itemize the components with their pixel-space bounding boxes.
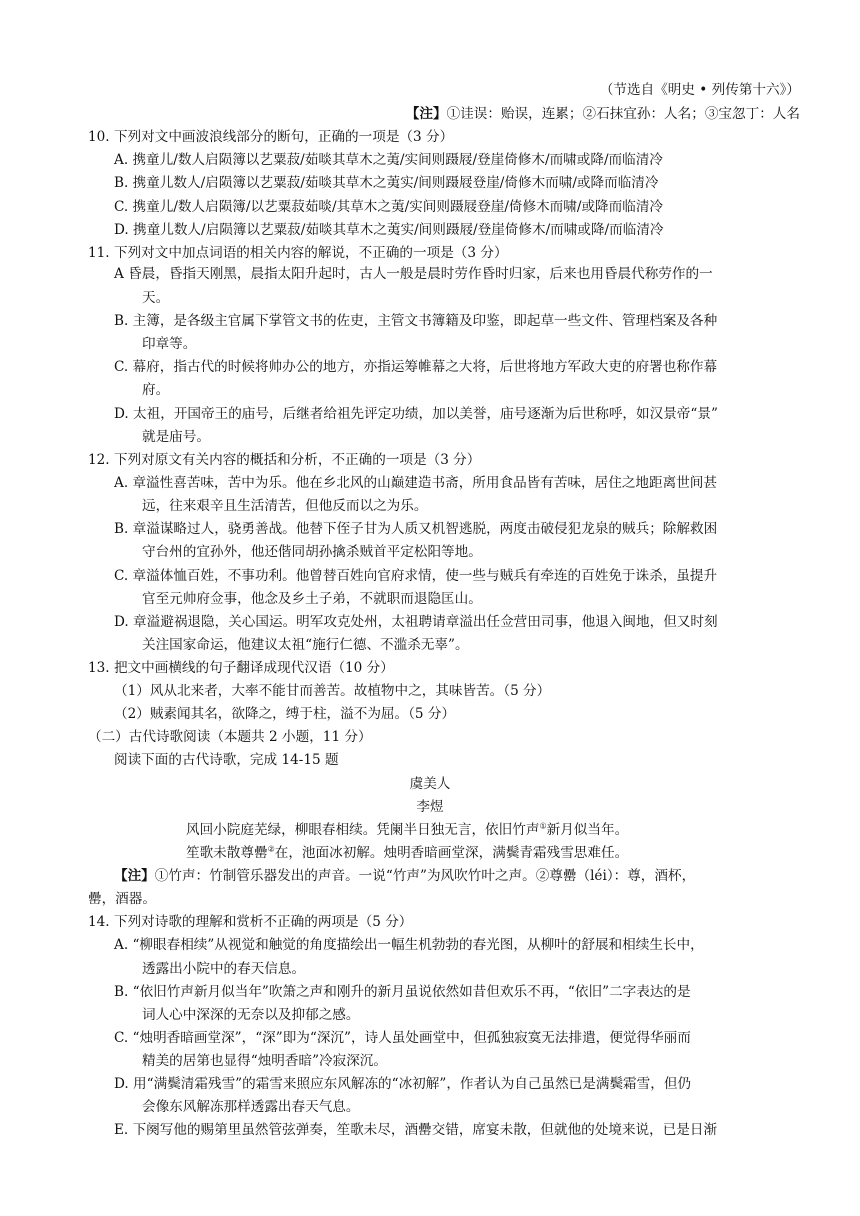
question-13-stem: 13. 把文中画横线的句子翻译成现代汉语（10 分） — [88, 660, 394, 676]
q12-option-a-line1: A. 章溢性喜苦味，苦中为乐。他在乡北风的山巅建造书斋，所用食品皆有苦味，居住之地距离世间甚 — [114, 475, 717, 491]
q10-option-d: D. 携童儿数人/启陨簿以艺粟菽/茹啖其草木之荑实/间则蹑屐/登崖倚修木/而啸或降/而临清冷 — [114, 222, 664, 238]
poem-line-1-part-a: 风回小院庭芜绿，柳眼春相续。凭阑半日独无言，依旧竹声 — [186, 822, 540, 838]
note-text-line1: ①竹声：竹制管乐器发出的声音。一说“竹声”为风吹竹叶之声。②尊罍（léi）：尊，酒杯， — [154, 868, 696, 884]
q14-option-d-line2: 会像东风解冻那样透露出春天气息。 — [142, 1099, 360, 1115]
poem-line-1 — [186, 820, 628, 840]
question-11-stem: 11. 下列对文中加点词语的相关内容的解说，不正确的一项是（3 分） — [88, 245, 508, 261]
q12-option-a-line2: 远，往来艰辛且生活清苦，但他反而以之为乐。 — [142, 498, 428, 514]
q14-option-c-line2: 精美的居第也显得“烛明香暗”冷寂深沉。 — [142, 1053, 387, 1069]
q14-option-a-line1: A. “柳眼春相续”从视觉和触觉的角度描绘出一幅生机勃勃的春光图，从柳叶的舒展和相续生长中， — [114, 937, 704, 953]
poem-line-2 — [186, 843, 628, 863]
note-footnote-2 — [114, 866, 695, 886]
q11-option-c-line2: 府。 — [142, 382, 170, 398]
q14-option-d-line1: D. 用“满鬓清霜残雪”的霜雪来照应东风解冻的“冰初解”，作者认为自己虽然已是满鬓霜雪，但仍 — [114, 1076, 692, 1092]
q13-sentence-2: （2）贼素闻其名，欲降之，缚于柱，溢不为屈。（5 分） — [114, 706, 456, 722]
section-heading: （二）古代诗歌阅读（本题共 2 小题，11 分） — [88, 729, 372, 745]
q12-option-d-line1: D. 章溢避祸退隐，关心国运。明军攻克处州，太祖聘请章溢出任佥营田司事，他退入闽地，但又时刻 — [114, 614, 718, 630]
poem-line-2-part-b: 在，池面冰初解。烛明香暗画堂深，满鬓青霜残雪思难任。 — [274, 845, 629, 861]
q13-sentence-1: （1）风从北来者，大率不能甘而善苦。故植物中之，其味皆苦。（5 分） — [114, 683, 551, 699]
note-label: 【注】 — [114, 868, 155, 884]
q14-option-c-line1: C. “烛明香暗画堂深”，“深”即为“深沉”，诗人虽处画堂中，但孤独寂寞无法排遣，便觉得华丽而 — [114, 1030, 691, 1046]
poem-line-2-part-a: 笙歌未散尊罍 — [186, 845, 268, 861]
q11-option-d-line1: D. 太祖，开国帝王的庙号，后继者给祖先评定功绩，加以美誉，庙号逐渐为后世称呼，如汉景帝“景” — [114, 406, 718, 422]
poem-title: 虞美人 — [409, 776, 451, 792]
question-14-stem: 14. 下列对诗歌的理解和赏析不正确的两项是（5 分） — [88, 914, 413, 930]
q11-option-a-line2: 天。 — [142, 290, 170, 306]
q11-option-a-line1: A 昏晨，昏指天刚黑，晨指太阳升起时，古人一般是晨时劳作昏时归家，后来也用昏晨代称劳作的一 — [114, 266, 713, 282]
source-citation: （节选自《明史 • 列传第十六》） — [599, 82, 800, 98]
question-12-stem: 12. 下列对原文有关内容的概括和分析，不正确的一项是（3 分） — [88, 452, 481, 468]
q11-option-c-line1: C. 幕府，指古代的时候将帅办公的地方，亦指运筹帷幕之大将，后世将地方军政大吏的府署也称作幕 — [114, 359, 718, 375]
section-intro: 阅读下面的古代诗歌，完成 14-15 题 — [114, 752, 339, 768]
q11-option-d-line2: 就是庙号。 — [142, 429, 210, 445]
q14-option-b-line2: 词人心中深深的无奈以及抑郁之感。 — [142, 1007, 360, 1023]
note-text: ①诖误：贻误，连累；②石抹宜孙：人名；③宝忽丁：人名 — [446, 106, 800, 122]
q11-option-b-line1: B. 主簿，是各级主官属下掌管文书的佐吏，主管文书簿籍及印鉴，即起草一些文件、管理档案及各种 — [114, 313, 718, 329]
q14-option-b-line1: B. “依旧竹声新月似当年”吹箫之声和刚升的新月虽说依然如昔但欢乐不再，“依旧”二字表达的是 — [114, 984, 691, 1000]
q11-option-b-line2: 印章等。 — [142, 336, 197, 352]
q12-option-d-line2: 关注国家命运，他建议太祖“施行仁德、不滥杀无辜”。 — [142, 637, 469, 653]
note-label: 【注】 — [405, 106, 447, 122]
q14-option-a-line2: 透露出小院中的春天信息。 — [142, 961, 306, 977]
poem-line-1-part-b: 新月似当年。 — [546, 822, 629, 838]
q10-option-a: A. 携童儿/数人启陨簿以艺粟菽/茹啖其草木之荑/实间则蹑屐/登崖倚修木/而啸或降/而临清冷 — [114, 152, 663, 168]
note-footnote-1 — [406, 104, 800, 124]
question-10-stem: 10. 下列对文中画波浪线部分的断句，正确的一项是（3 分） — [88, 129, 454, 145]
q12-option-b-line2: 守台州的宜孙外，他还偕同胡孙擒杀贼首平定松阳等地。 — [142, 544, 482, 560]
q12-option-c-line2: 官至元帅府佥事，他念及乡土子弟，不就职而退隐匡山。 — [142, 591, 482, 607]
q14-option-e-line1: E. 下阕写他的赐第里虽然管弦弹奏，笙歌未尽，酒罍交错，席宴未散，但就他的处境来说，已是日渐 — [114, 1122, 718, 1138]
q10-option-c: C. 携童儿/数人启陨簿/以艺粟菽茹啖/其草木之荑/实间则蹑屐登崖/倚修木而啸/或降而临清冷 — [114, 199, 664, 215]
poem-author: 李煜 — [416, 799, 444, 815]
q10-option-b: B. 携童儿数人/启陨簿以艺粟菽/茹啖其草木之荑实/间则蹑屐登崖/倚修木而啸/或降而临清冷 — [114, 175, 659, 191]
note-text-line2: 罍，酒器。 — [88, 891, 156, 907]
footnote-marker-2: ② — [267, 844, 275, 854]
footnote-marker-1: ① — [539, 821, 547, 831]
q12-option-b-line1: B. 章溢谋略过人，骁勇善战。他替下侄子甘为人质又机智逃脱，两度击破侵犯龙泉的贼兵；除解救困 — [114, 521, 718, 537]
q12-option-c-line1: C. 章溢体恤百姓，不事功利。他曾替百姓向官府求情，使一些与贼兵有牵连的百姓免于诛杀，虽提升 — [114, 568, 718, 584]
